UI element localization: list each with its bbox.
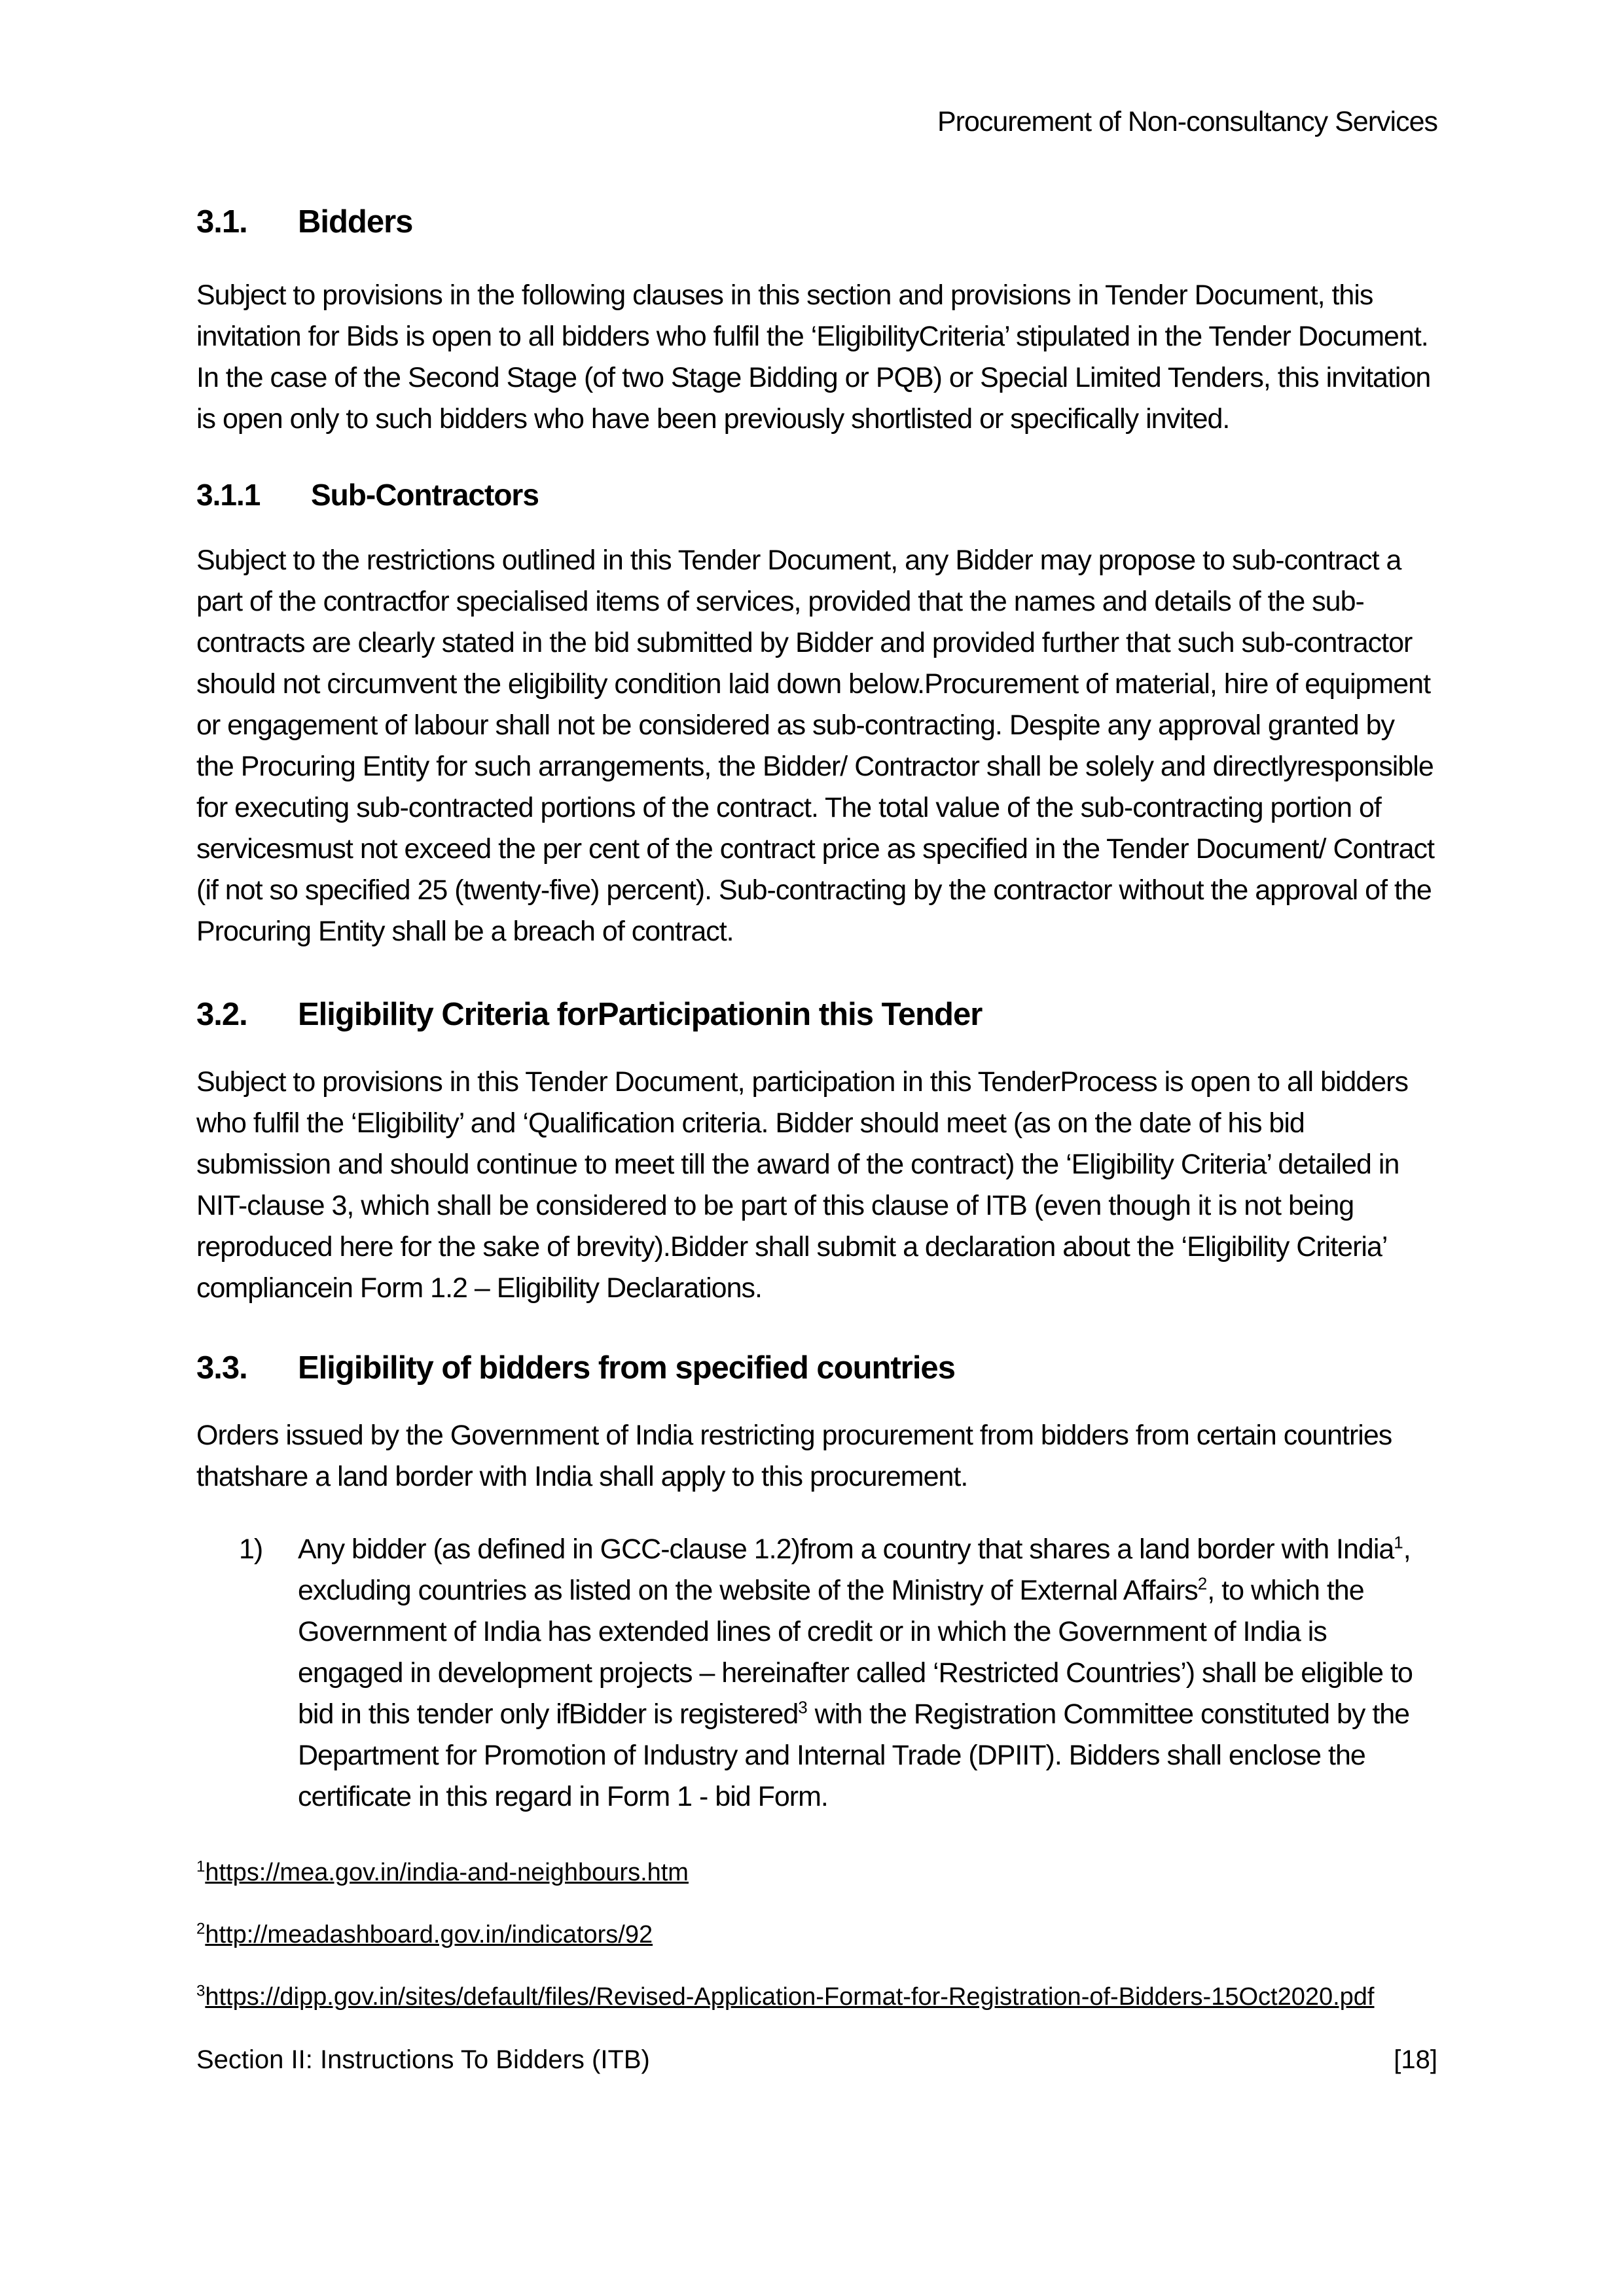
- heading-title: Eligibility of bidders from specified countries: [298, 1350, 955, 1386]
- footnote-reference-2: 2: [1197, 1573, 1208, 1594]
- footnote-link-mea[interactable]: https://mea.gov.in/india-and-neighbours.htm: [205, 1859, 689, 1886]
- list-item-marker: 1): [239, 1534, 263, 1565]
- heading-number: 3.1.1: [196, 478, 261, 512]
- footnotes-block: [196, 1856, 1437, 2013]
- paragraph-3-1: Subject to provisions in the following clauses in this section and provisions in Tender Document, this invitation for Bids is open to all bidders who fulfil the ‘EligibilityCriteria’ stipulated in the Tender Document. In the case of the Second Stage (of two Stage Bidding or PQB) or Special Limited Tenders, this invitation is open only to such bidders who have been previously shortlisted or specifically invited.: [196, 279, 1431, 435]
- paragraph-3-3: Orders issued by the Government of India restricting procurement from bidders from certain countries thatshare a land border with India shall apply to this procurement.: [196, 1420, 1392, 1492]
- footnote-number: 1: [196, 1857, 206, 1876]
- list-text-segment: , to which the Government of India has extended lines of credit or in which the Government of India is engaged in development projects – hereinafter called ‘Restricted Countries’) shall be eligible to bid in this tender only ifBidder is registered: [298, 1575, 1413, 1730]
- footnote-link-meadashboard[interactable]: http://meadashboard.gov.in/indicators/92: [205, 1921, 653, 1948]
- heading-number: 3.3.: [196, 1350, 247, 1386]
- numbered-list-item-1: [196, 1529, 1437, 1818]
- footnote-3: [196, 1981, 1437, 2013]
- footnote-1: [196, 1856, 1437, 1889]
- list-text-segment: , excluding countries as listed on the website of the Ministry of External Affairs: [298, 1534, 1411, 1606]
- section-heading-3-3: [196, 1348, 1437, 1389]
- footnote-number: 2: [196, 1920, 206, 1938]
- list-item-text: [298, 1529, 1437, 1818]
- running-header: Procurement of Non-consultancy Services: [937, 106, 1437, 137]
- list-text-segment: Any bidder (as defined in GCC-clause 1.2)from a country that shares a land border with India: [298, 1534, 1394, 1565]
- footer-section-label: Section II: Instructions To Bidders (ITB): [196, 2045, 650, 2074]
- footnote-reference-3: 3: [798, 1697, 808, 1717]
- paragraph-3-2: Subject to provisions in this Tender Document, participation in this TenderProcess is open to all bidders who fulfil the ‘Eligibility’ and ‘Qualification criteria. Bidder should meet (as on the date of his bid submission and should continue to meet till the award of the contract) the ‘Eligibility Criteria’ detailed in NIT-clause 3, which shall be considered to be part of this clause of ITB (even though it is not being reproduced here for the sake of brevity).Bidder shall submit a declaration about the ‘Eligibility Criteria’ compliancein Form 1.2 – Eligibility Declarations.: [196, 1066, 1408, 1304]
- footer-page-number: [18]: [1394, 2045, 1437, 2074]
- heading-number: 3.1.: [196, 204, 247, 240]
- section-heading-3-1-1: [196, 475, 1437, 516]
- heading-title: Bidders: [298, 204, 413, 240]
- section-heading-3-2: [196, 994, 1437, 1035]
- heading-number: 3.2.: [196, 997, 247, 1032]
- section-heading-3-1: [196, 202, 1437, 243]
- footnote-reference-1: 1: [1394, 1532, 1403, 1552]
- page-footer: [196, 2043, 1437, 2077]
- list-text-segment: with the Registration Committee constituted by the Department for Promotion of Industry and Internal Trade (DPIIT). Bidders shall enclose the certificate in this regard in Form 1 - bid Form.: [298, 1698, 1410, 1812]
- footnote-2: [196, 1918, 1437, 1951]
- footnote-number: 3: [196, 1982, 206, 2000]
- heading-title: Sub-Contractors: [311, 478, 539, 512]
- paragraph-3-1-1: Subject to the restrictions outlined in this Tender Document, any Bidder may propose to sub-contract a part of the contractfor specialised items of services, provided that the names and details of the sub-contracts are clearly stated in the bid submitted by Bidder and provided further that such sub-contractor should not circumvent the eligibility condition laid down below.Procurement of material, hire of equipment or engagement of labour shall not be considered as sub-contracting. Despite any approval granted by the Procuring Entity for such arrangements, the Bidder/ Contractor shall be solely and directlyresponsible for executing sub-contracted portions of the contract. The total value of the sub-contracting portion of servicesmust not exceed the per cent of the contract price as specified in the Tender Document/ Contract (if not so specified 25 (twenty-five) percent). Sub-contracting by the contractor without the approval of the Procuring Entity shall be a breach of contract.: [196, 545, 1434, 947]
- footnote-link-dipp[interactable]: https://dipp.gov.in/sites/default/files/Revised-Application-Format-for-Registration-of-Bidders-15Oct2020.pdf: [205, 1983, 1375, 2011]
- heading-title: Eligibility Criteria forParticipationin this Tender: [298, 997, 983, 1032]
